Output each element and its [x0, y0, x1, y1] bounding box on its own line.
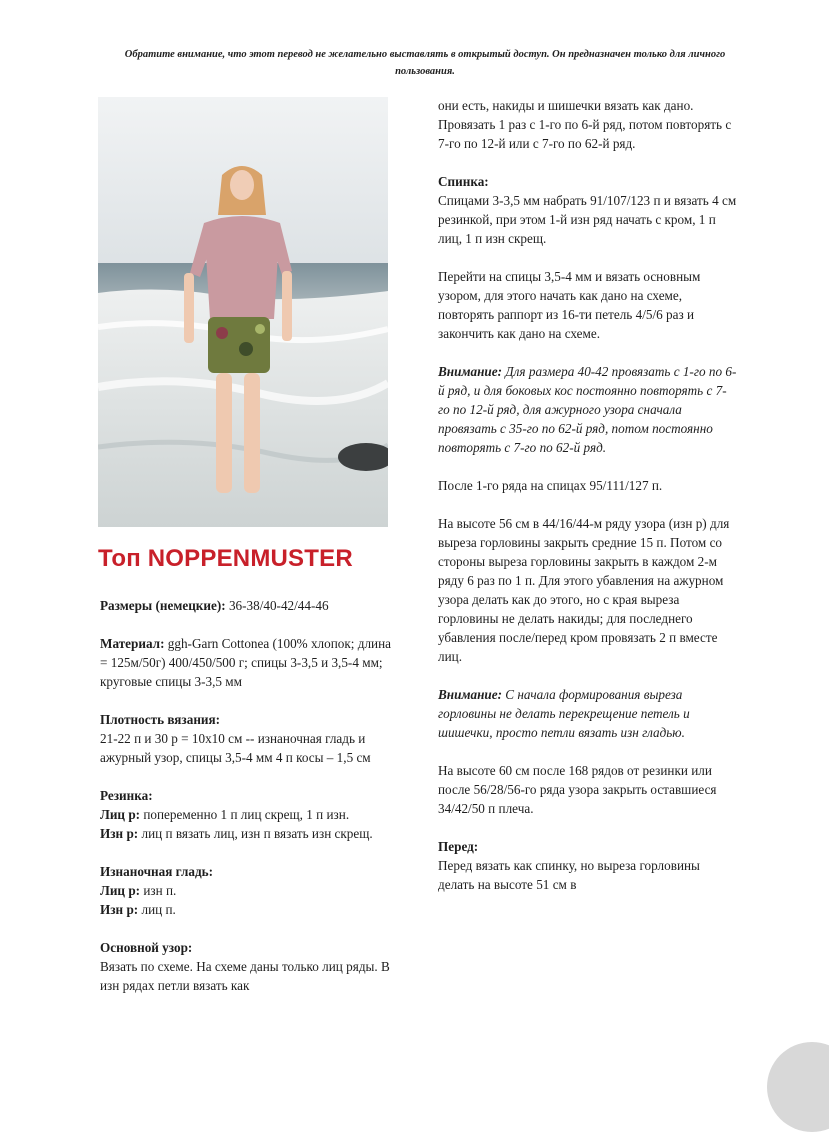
rib-knit-row: [100, 805, 392, 824]
after-first-row-paragraph: После 1-го ряда на спицах 95/111/127 п.: [438, 478, 663, 493]
stockinette-knit-label: Лиц р:: [100, 883, 141, 898]
intro-paragraph: они есть, накиды и шишечки вязать как дано. Провязать 1 раз с 1-го по 6-й ряд, потом повторять с 7-го по 12-й или с 7-го по 62-й ряд.: [438, 98, 732, 151]
density-value: 21-22 п и 30 р = 10x10 см -- изнаночная гладь и ажурный узор, спицы 3,5-4 мм 4 п косы – 1,5 см: [100, 731, 371, 765]
material-value: ggh-Garn Cottonea (100% хлопок; длина = 125м/50г) 400/450/500 г; спицы 3-3,5 и 3,5-4 мм; круговые спицы 3-3,5 мм: [100, 636, 392, 689]
sizes-paragraph: [100, 596, 392, 615]
rib-knit-label: Лиц р:: [100, 807, 141, 822]
stockinette-purl-row: [100, 900, 392, 919]
stockinette-label: Изнаночная гладь:: [100, 864, 214, 879]
attention-label-1: Внимание:: [438, 364, 502, 379]
attention-value-2: С начала формирования выреза горловины не делать перекрещение петель и шишечки, просто петли вязать изн гладью.: [438, 687, 690, 740]
rib-purl-label: Изн р:: [100, 826, 139, 841]
stockinette-knit-value: изн п.: [140, 883, 177, 898]
attention-value-1: Для размера 40-42 провязать с 1-го по 6-й ряд, и для боковых кос постоянно повторять с 7-го по 12-й ряд, для ажурного узора сначала провязать с 35-го по 62-й ряд, потом постоянно повторять с 7-го по 62-й ряд.: [438, 364, 737, 455]
rib-heading: [100, 786, 392, 805]
rib-knit-value: попеременно 1 п лиц скрещ, 1 п изн.: [140, 807, 350, 822]
stockinette-purl-label: Изн р:: [100, 902, 139, 917]
main-pattern-heading: [100, 938, 392, 957]
model-photo: [98, 97, 388, 527]
front-paragraph: Перед вязать как спинку, но выреза горловины делать на высоте 51 см в: [438, 858, 700, 892]
rib-purl-row: [100, 824, 392, 843]
stockinette-purl-value: лиц п.: [138, 902, 176, 917]
attention-paragraph-2: [438, 685, 738, 742]
rib-label: Резинка:: [100, 788, 153, 803]
main-pattern-label: Основной узор:: [100, 940, 193, 955]
right-column: [438, 96, 738, 913]
switch-needles-paragraph: Перейти на спицы 3,5-4 мм и вязать основным узором, для этого начать как дано на схеме, повторять раппорт из 16-ти петель 4/5/6 раз и закончить как дано на схеме.: [438, 269, 701, 341]
corner-overlay-button[interactable]: [767, 1042, 829, 1132]
pattern-title: Топ NOPPENMUSTER: [98, 545, 353, 572]
back-label: Спинка:: [438, 174, 489, 189]
attention-paragraph-1: [438, 362, 738, 457]
stockinette-heading: [100, 862, 392, 881]
attention-label-2: Внимание:: [438, 687, 502, 702]
rib-purl-value: лиц п вязать лиц, изн п вязать изн скрещ.: [138, 826, 373, 841]
neckline-paragraph: На высоте 56 см в 44/16/44-м ряду узора (изн р) для выреза горловины закрыть средние 15 п. Потом со стороны выреза горловины закрыть в каждом 2-м ряду 6 раз по 1 п. Для этого убавления на ажурном узора делать как до этого, но с края выреза горловины не делать накиды; для последнего убавления после/перед кром провязать 2 п вместе лиц.: [438, 516, 730, 664]
copyright-notice: Обратите внимание, что этот перевод не желательно выставлять в открытый доступ. Он предназначен только для личного пользования.: [124, 49, 726, 77]
front-heading: [438, 837, 738, 856]
density-label: Плотность вязания:: [100, 712, 221, 727]
front-label: Перед:: [438, 839, 479, 854]
density-heading: [100, 710, 392, 729]
back-heading: [438, 172, 738, 191]
back-paragraph: Спицами 3-3,5 мм набрать 91/107/123 п и вязать 4 см резинкой, при этом 1-й изн ряд начать с кром, 1 п лиц, 1 п изн скрещ.: [438, 193, 737, 246]
material-paragraph: [100, 634, 392, 691]
stockinette-knit-row: [100, 881, 392, 900]
main-pattern-value: Вязать по схеме. На схеме даны только лиц ряды. В изн рядах петли вязать как: [100, 959, 390, 993]
shoulders-paragraph: На высоте 60 см после 168 рядов от резинки или после 56/28/56-го ряда узора закрыть оставшиеся 34/42/50 п плеча.: [438, 763, 717, 816]
sizes-value: 36-38/40-42/44-46: [225, 598, 329, 613]
material-label: Материал:: [100, 636, 165, 651]
left-column: [100, 596, 392, 1014]
sizes-label: Размеры (немецкие):: [100, 598, 226, 613]
